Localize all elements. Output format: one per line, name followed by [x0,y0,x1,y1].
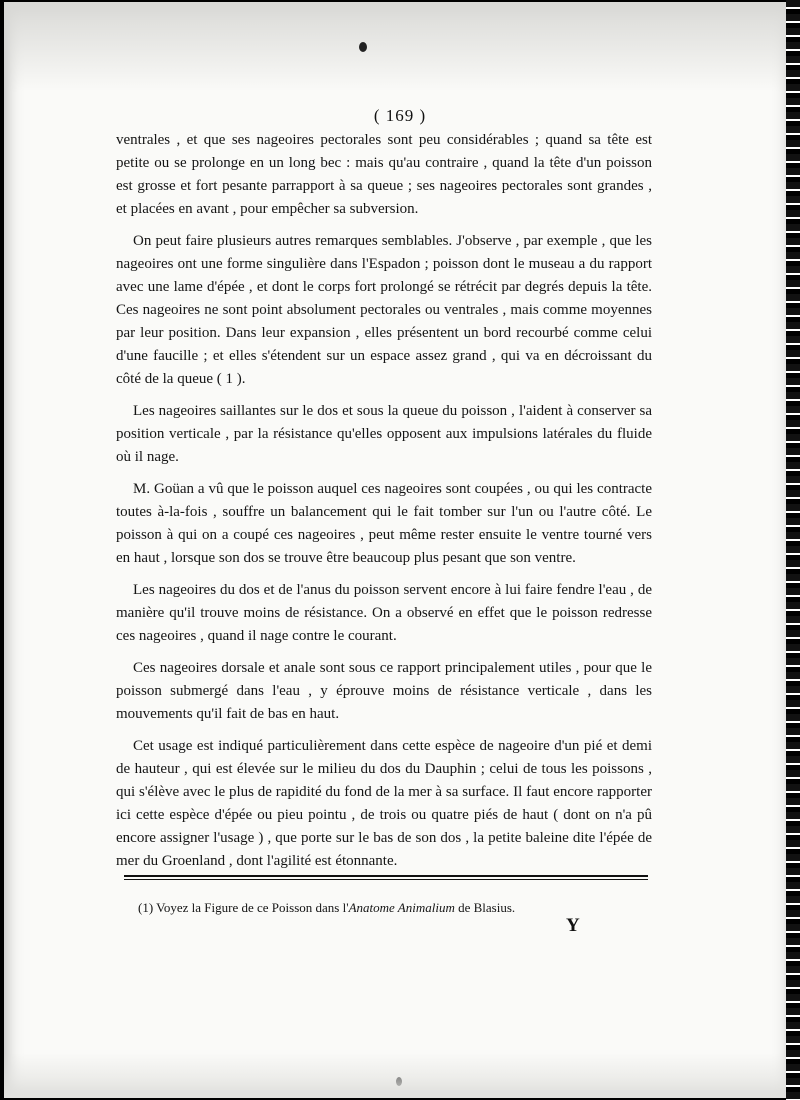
paragraph: Cet usage est indiqué particulièrement dans cette espèce de nageoire d'un pié et demi de hauteur , qui est élevée sur le milieu du dos du Dauphin ; celui de tous les poissons , qui s'élève avec le plus de rapidité du fond de la mer à sa surface. Il faut encore rapporter ici cette espèce d'épée ou pieu pointu , de trois ou quatre piés de haut ( dont on n'a pû encore assigner l'usage ) , que porte sur le bas de son dos , la petite baleine dite l'épée de mer du Groenland , dont l'agilité est étonnante. [116,738,652,869]
catchword: Y [566,915,580,936]
scan-edge [786,0,800,1100]
main-text [116,129,652,882]
footnote-text: (1) Voyez la Figure de ce Poisson dans l' [138,900,349,915]
paragraph: Les nageoires du dos et de l'anus du poisson servent encore à lui faire fendre l'eau , de manière qu'il trouve moins de résistance. On a observé en effet que le poisson redresse ces nageoires , quand il nage contre le courant. [116,582,652,644]
page-number: ( 169 ) [373,106,427,125]
paragraph: ventrales , et que ses nageoires pectorales sont peu considérables ; quand sa tête est petite ou se prolonge en un long bec : mais qu'au contraire , quand la tête d'un poisson est grosse et fort pesante parrapport à sa queue ; ses nageoires pectorales sont grandes , et placées en avant , pour empêcher sa subversion. [116,132,652,217]
paragraph: Les nageoires saillantes sur le dos et sous la queue du poisson , l'aident à conserver sa position verticale , par la résistance qu'elles opposent aux impulsions latérales du fluide où il nage. [116,403,652,465]
ink-speck [396,1077,402,1086]
footnote [138,900,658,916]
footnote-book-title: Anatome Animalium [348,900,455,915]
paragraph: M. Goüan a vû que le poisson auquel ces nageoires sont coupées , ou qui les contracte toutes à-la-fois , souffre un balancement qui le fait tomber sur l'un ou l'autre côté. Le poisson à qui on a coupé ces nageoires , peut même rester ensuite le ventre tourné vers en haut , lorsque son dos se trouve être beaucoup plus pesant que son ventre. [116,481,652,566]
ink-speck [359,42,367,52]
paragraph: On peut faire plusieurs autres remarques semblables. J'observe , par exemple , que les nageoires ont une forme singulière dans l'Espadon ; poisson dont le museau a du rapport avec une lame d'épée , et dont le corps fort prolongé se rétrécit par degrés depuis la tête. Ces nageoires ne sont point absolument pectorales ou ventrales , mais comme moyennes par leur position. Dans leur expansion , elles présentent un bord recourbé comme celui d'une faucille ; et elles s'étendent sur un espace assez grand , qui va en décroissant du côté de la queue ( 1 ). [116,233,652,387]
paragraph: Ces nageoires dorsale et anale sont sous ce rapport principalement utiles , pour que le poisson submergé dans l'eau , y éprouve moins de résistance verticale , dans les mouvements qu'il fait de bas en haut. [116,660,652,722]
footnote-text-end: de Blasius. [454,900,516,915]
footnote-separator-rule [124,875,648,880]
